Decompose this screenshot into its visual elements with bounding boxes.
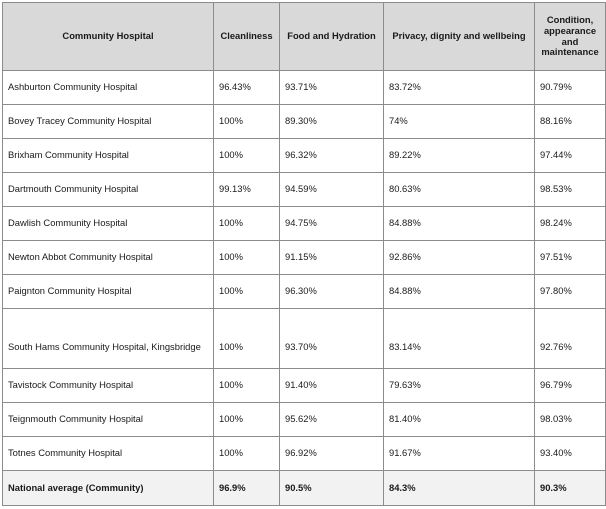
hospital-name: Brixham Community Hospital [3,139,214,173]
condition-value: 97.44% [535,139,606,173]
table-header-row [3,3,606,71]
privacy-value: 91.67% [384,437,535,471]
header-privacy-dignity: Privacy, dignity and wellbeing [384,3,535,71]
food-hydration-value: 93.71% [280,71,384,105]
food-hydration-value: 89.30% [280,105,384,139]
condition-value: 97.80% [535,275,606,309]
food-hydration-value: 96.92% [280,437,384,471]
table-row [3,437,606,471]
hospital-name: Newton Abbot Community Hospital [3,241,214,275]
national-average-row [3,471,606,506]
cleanliness-value: 100% [214,241,280,275]
condition-value: 92.76% [535,309,606,369]
condition-value: 96.79% [535,369,606,403]
condition-value: 98.03% [535,403,606,437]
hospital-name: Ashburton Community Hospital [3,71,214,105]
cleanliness-value: 100% [214,139,280,173]
privacy-value: 83.14% [384,309,535,369]
table-row [3,403,606,437]
food-hydration-value: 94.59% [280,173,384,207]
average-privacy: 84.3% [384,471,535,506]
privacy-value: 79.63% [384,369,535,403]
privacy-value: 84.88% [384,275,535,309]
hospital-name: Totnes Community Hospital [3,437,214,471]
cleanliness-value: 100% [214,105,280,139]
table-row [3,241,606,275]
header-cleanliness: Cleanliness [214,3,280,71]
header-community-hospital: Community Hospital [3,3,214,71]
food-hydration-value: 93.70% [280,309,384,369]
hospital-name: Paignton Community Hospital [3,275,214,309]
table-row [3,139,606,173]
hospital-name: South Hams Community Hospital, Kingsbridge [3,309,214,369]
condition-value: 98.24% [535,207,606,241]
condition-value: 93.40% [535,437,606,471]
food-hydration-value: 96.32% [280,139,384,173]
national-average-label: National average (Community) [3,471,214,506]
food-hydration-value: 91.40% [280,369,384,403]
privacy-value: 89.22% [384,139,535,173]
average-condition: 90.3% [535,471,606,506]
food-hydration-value: 95.62% [280,403,384,437]
food-hydration-value: 96.30% [280,275,384,309]
table-row [3,309,606,369]
food-hydration-value: 94.75% [280,207,384,241]
cleanliness-value: 99.13% [214,173,280,207]
hospital-scores-table [2,2,606,506]
average-cleanliness: 96.9% [214,471,280,506]
cleanliness-value: 100% [214,369,280,403]
condition-value: 88.16% [535,105,606,139]
privacy-value: 80.63% [384,173,535,207]
cleanliness-value: 100% [214,309,280,369]
cleanliness-value: 100% [214,437,280,471]
table-row [3,105,606,139]
cleanliness-value: 100% [214,207,280,241]
privacy-value: 83.72% [384,71,535,105]
cleanliness-value: 96.43% [214,71,280,105]
privacy-value: 74% [384,105,535,139]
condition-value: 90.79% [535,71,606,105]
table-row [3,207,606,241]
header-food-hydration: Food and Hydration [280,3,384,71]
food-hydration-value: 91.15% [280,241,384,275]
privacy-value: 92.86% [384,241,535,275]
hospital-name: Teignmouth Community Hospital [3,403,214,437]
hospital-name: Tavistock Community Hospital [3,369,214,403]
table-row [3,173,606,207]
privacy-value: 84.88% [384,207,535,241]
table-row [3,71,606,105]
hospital-name: Dartmouth Community Hospital [3,173,214,207]
header-condition-appearance: Condition, appearance and maintenance [535,3,606,71]
condition-value: 97.51% [535,241,606,275]
hospital-name: Bovey Tracey Community Hospital [3,105,214,139]
table-row [3,369,606,403]
average-food-hydration: 90.5% [280,471,384,506]
cleanliness-value: 100% [214,403,280,437]
privacy-value: 81.40% [384,403,535,437]
table-row [3,275,606,309]
condition-value: 98.53% [535,173,606,207]
cleanliness-value: 100% [214,275,280,309]
hospital-name: Dawlish Community Hospital [3,207,214,241]
